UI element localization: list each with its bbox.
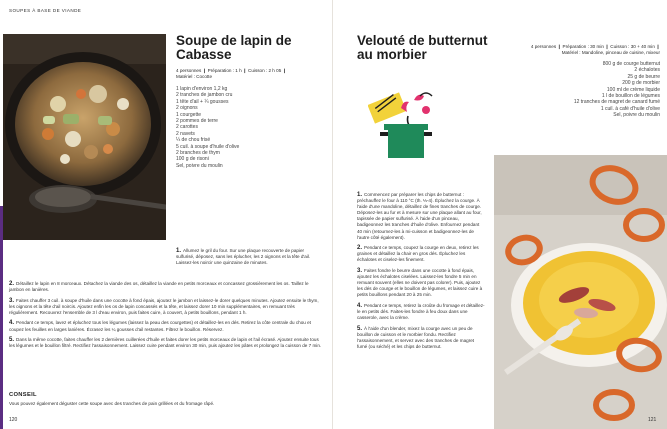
ingredient-item: 2 tranches de jambon cru [176, 92, 233, 99]
left-ingredients-list [176, 86, 326, 169]
left-meta-material: Matériel : Cocotte [176, 74, 212, 79]
ingredient-item: 100 g de risoni [176, 156, 209, 163]
step-number: 5. [357, 325, 363, 332]
ingredient-item: 200 g de morbier [622, 80, 660, 87]
right-ingredients-list [460, 61, 660, 119]
recipe-step [9, 320, 324, 332]
step-number: 5. [9, 337, 15, 344]
page-number-right: 121 [648, 417, 657, 423]
step-number: 3. [357, 268, 363, 275]
recipe-step [357, 192, 485, 241]
ingredient-item: ¼ de chou frisé [176, 137, 211, 144]
rabbit-soup-illustration [3, 34, 166, 240]
step-text: À l'aide d'un blender, mixez la courge avec un peu de bouillon de cuisson et le morbier fondu. Rectifiez l'assaisonnement, et servez avec des tranches de magret fumé (ou séché) et les chips de butternut. [357, 325, 475, 350]
page-number-left: 120 [9, 417, 18, 423]
butternut-veloute-illustration [494, 155, 667, 429]
rabbit-soup-photo [3, 34, 166, 240]
recipe-step [176, 248, 322, 266]
recipe-step [9, 298, 324, 316]
recipe-step [357, 326, 485, 350]
ingredient-item: 2 pommes de terre [176, 118, 218, 125]
step-text: Détaillez le lapin en 8 morceaux. Détachez la viande des os, détaillez la viande en petits morceaux et concassez grossièrement les os. Taillez le jambon en lanières. [9, 281, 309, 293]
recipe-step [357, 268, 485, 298]
step-number: 1. [357, 192, 363, 198]
left-meta-line: 4 personnes ❙ Préparation : 1 h ❙ Cuisson : 2 h 05 ❙ [176, 68, 287, 73]
right-meta-material: Matériel : Mandoline, pinceau de cuisine, mixeur [561, 50, 660, 55]
step-number: 3. [9, 297, 15, 304]
step-number: 1. [176, 248, 182, 254]
left-recipe-title: Soupe de lapin de Cabasse [176, 33, 292, 62]
section-tag: SOUPES À BASE DE VIANDE [9, 8, 82, 13]
cooking-pot-illustration [368, 88, 438, 166]
right-steps-column [357, 192, 485, 355]
recipe-step [9, 281, 324, 293]
step-text: Pendant ce temps, retirez la croûte du fromage et détaillez-le en petits dés. Faites-les fondre à feu doux dans une casserole, avec la crème. [357, 303, 485, 321]
recipe-step [9, 337, 324, 349]
ingredient-item: 100 ml de crème liquide [606, 86, 660, 93]
step-text: Commencez par préparer les chips de butternut : préchauffez le four à 110 °C (th. ⅓-4). Épluchez la courge. À l'aide d'une mandoline, détaillez de fines tranches de courge. Déposez-les au fur et à mesure sur une plaque allant au four, tapissée de papier sulfurisé. À l'aide d'un pinceau, badigeonnez les tranches d'huile d'olive. Enfournez pendant 40 min (retournez-les à mi-cuisson et badigeonnez-les de l'autre côté également). [357, 192, 482, 240]
step-number: 4. [9, 320, 15, 327]
left-steps-column-b [9, 281, 324, 354]
ingredient-item: Sel, poivre du moulin [176, 162, 223, 169]
right-recipe-title: Velouté de butternut au morbier [357, 33, 488, 62]
step-text: Pendant ce temps, coupez la courge en deux, retirez les graines et détaillez la chair en gros dés. Épluchez les échalotes et ciselez-les finement. [357, 245, 479, 263]
ingredient-item: 1 lapin d'environ 1,2 kg [176, 86, 228, 92]
ingredient-item: 2 branches de thym [176, 150, 220, 157]
step-text: Dans la même cocotte, faites chauffer les 2 dernières cuillerées d'huile et faites dorer les petits morceaux de lapin et l'ail écrasé. Ajoutez ensuite tous les légumes et le bouillon filtré. Rectifiez l'assaisonnement. Laissez cuire pendant environ 30 min, puis ajoutez les pâtes et prolongez la cuisson de 7 min. [9, 337, 322, 349]
ingredient-item: 5 cuil. à soupe d'huile d'olive [176, 143, 240, 150]
butternut-veloute-photo [494, 155, 667, 429]
ingredient-item: 2 navets [176, 130, 195, 137]
left-recipe-meta [176, 68, 326, 80]
ingredient-item: 25 g de beurre [627, 73, 660, 80]
ingredient-item: Sel, poivre du moulin [613, 112, 660, 119]
ingredient-item: 1 cuil. à café d'huile d'olive [600, 105, 660, 112]
step-text: Faites chauffer 3 cuil. à soupe d'huile dans une cocotte à fond épais, ajoutez le jambon et laissez-le dorer quelques minutes. Ajoutez ensuite le thym, les oignons et la tête d'ail noircis. Ajoutez enfin les os de lapin concassés et la tête, et laissez dorer 10 min supplémentaires, en remuant très régulièrement. Recouvrez l'ensemble de 3 l d'eau environ, puis faites cuire, à couvert, à petits bouillons, pendant 1 h. [9, 297, 319, 315]
step-text: Faites fondre le beurre dans une cocotte à fond épais, ajoutez les échalotes ciselées. Laissez-les fondre 5 min en remuant souvent (elles ne doivent pas colorer). Puis, ajoutez les dés de courge et le bouillon de légumes, et laissez cuire à petits bouillons pendant 20 à 25 min. [357, 268, 483, 298]
recipe-step [357, 303, 485, 321]
conseil-label: CONSEIL [9, 392, 37, 398]
ingredient-item: 2 échalotes [634, 67, 660, 74]
right-recipe-meta [470, 44, 660, 56]
ingredient-item: 1 tête d'ail + ¼ gousses [176, 98, 229, 105]
recipe-step [357, 245, 485, 263]
ingredient-item: 2 oignons [176, 105, 198, 112]
ingredient-item: 800 g de courge butternut [602, 61, 660, 67]
ingredient-item: 1 courgette [176, 111, 202, 118]
left-steps-column-a [176, 248, 322, 271]
conseil-text: Vous pouvez également déguster cette soupe avec des tranches de pain grillées et du fromage râpé. [9, 401, 215, 406]
ingredient-item: 12 tranches de magret de canard fumé [573, 99, 660, 106]
step-text: Allumez le gril du four. Sur une plaque recouverte de papier sulfurisé, déposez, sans les éplucher, les 2 oignons et la tête d'ail. Laissez-les noircir une quinzaine de minutes. [176, 248, 311, 266]
right-meta-line: 4 personnes ❙ Préparation : 30 min ❙ Cuisson : 30 + 40 min ❙ [530, 44, 660, 49]
step-text: Pendant ce temps, lavez et épluchez tous les légumes (laissez la peau des courgettes) et détaillez-les en dés. Retirez la côte centrale du chou et coupez les feuilles en larges lanières. Écrasez les ¼ gousses d'ail restantes. Filtrez le bouillon. Réservez. [9, 320, 311, 332]
step-number: 4. [357, 303, 363, 309]
page-gutter [332, 0, 333, 429]
ingredient-item: 2 carottes [176, 124, 198, 131]
ingredient-item: 1 l de bouillon de légumes [601, 93, 660, 100]
step-number: 2. [357, 245, 363, 252]
step-number: 2. [9, 281, 15, 287]
